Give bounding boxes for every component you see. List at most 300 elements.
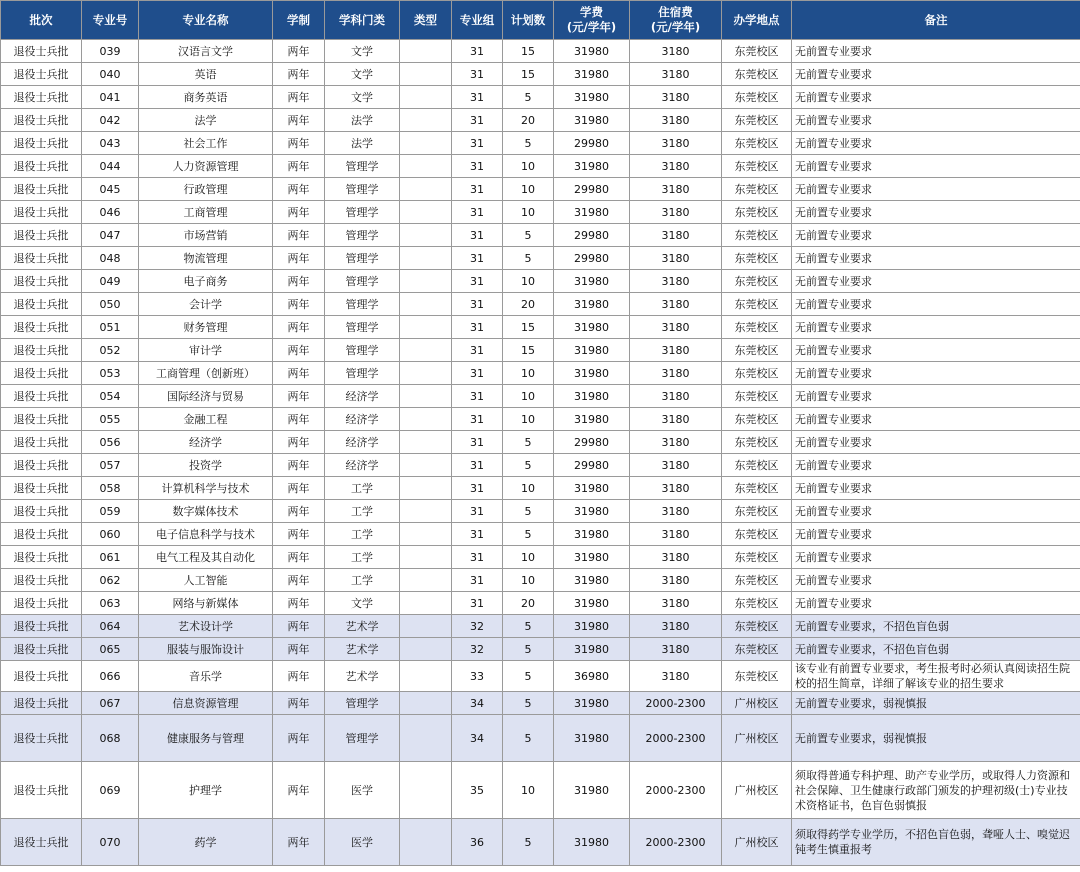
- cell-discipline: 管理学: [325, 270, 400, 293]
- cell-tuition: 31980: [554, 362, 630, 385]
- cell-campus: 东莞校区: [722, 132, 792, 155]
- table-header-row: [1, 1, 1080, 40]
- cell-batch: 退役士兵批: [1, 132, 82, 155]
- cell-major-name: 投资学: [139, 454, 273, 477]
- cell-plan-count: 15: [503, 63, 554, 86]
- cell-accommodation: 2000-2300: [630, 715, 722, 762]
- cell-accommodation: 3180: [630, 362, 722, 385]
- cell-major-name: 金融工程: [139, 408, 273, 431]
- cell-discipline: 医学: [325, 819, 400, 866]
- cell-duration: 两年: [273, 247, 325, 270]
- cell-accommodation: 3180: [630, 431, 722, 454]
- cell-type: [400, 316, 452, 339]
- cell-major-name: 服装与服饰设计: [139, 638, 273, 661]
- cell-notes: 无前置专业要求: [792, 201, 1080, 224]
- cell-major-name: 国际经济与贸易: [139, 385, 273, 408]
- cell-campus: 东莞校区: [722, 592, 792, 615]
- cell-campus: 东莞校区: [722, 224, 792, 247]
- cell-duration: 两年: [273, 638, 325, 661]
- table-row: [1, 63, 1080, 86]
- cell-type: [400, 546, 452, 569]
- cell-type: [400, 155, 452, 178]
- cell-batch: 退役士兵批: [1, 523, 82, 546]
- cell-major-group: 31: [452, 201, 503, 224]
- cell-tuition: 31980: [554, 592, 630, 615]
- cell-plan-count: 20: [503, 293, 554, 316]
- cell-major-name: 药学: [139, 819, 273, 866]
- cell-type: [400, 40, 452, 63]
- cell-discipline: 管理学: [325, 178, 400, 201]
- cell-major-name: 工商管理: [139, 201, 273, 224]
- cell-duration: 两年: [273, 316, 325, 339]
- cell-major-code: 043: [82, 132, 139, 155]
- cell-notes: 无前置专业要求: [792, 477, 1080, 500]
- cell-tuition: 31980: [554, 408, 630, 431]
- cell-type: [400, 270, 452, 293]
- cell-accommodation: 3180: [630, 40, 722, 63]
- cell-batch: 退役士兵批: [1, 63, 82, 86]
- table-row: [1, 431, 1080, 454]
- cell-campus: 广州校区: [722, 715, 792, 762]
- cell-campus: 东莞校区: [722, 63, 792, 86]
- cell-major-group: 31: [452, 385, 503, 408]
- cell-type: [400, 339, 452, 362]
- cell-type: [400, 224, 452, 247]
- cell-type: [400, 293, 452, 316]
- cell-tuition: 31980: [554, 316, 630, 339]
- cell-plan-count: 15: [503, 316, 554, 339]
- cell-type: [400, 615, 452, 638]
- cell-notes: 无前置专业要求: [792, 454, 1080, 477]
- cell-tuition: 31980: [554, 762, 630, 819]
- table-row: [1, 201, 1080, 224]
- cell-major-code: 065: [82, 638, 139, 661]
- cell-discipline: 管理学: [325, 293, 400, 316]
- cell-tuition: 31980: [554, 523, 630, 546]
- cell-major-name: 商务英语: [139, 86, 273, 109]
- table-row: [1, 592, 1080, 615]
- cell-notes: 须取得药学专业学历，不招色盲色弱，聋哑人士、嗅觉迟钝考生慎重报考: [792, 819, 1080, 866]
- cell-type: [400, 109, 452, 132]
- cell-accommodation: 3180: [630, 615, 722, 638]
- cell-discipline: 工学: [325, 477, 400, 500]
- cell-major-name: 艺术设计学: [139, 615, 273, 638]
- cell-duration: 两年: [273, 293, 325, 316]
- cell-batch: 退役士兵批: [1, 431, 82, 454]
- cell-batch: 退役士兵批: [1, 86, 82, 109]
- cell-major-name: 英语: [139, 63, 273, 86]
- cell-plan-count: 15: [503, 40, 554, 63]
- cell-batch: 退役士兵批: [1, 339, 82, 362]
- cell-duration: 两年: [273, 546, 325, 569]
- cell-batch: 退役士兵批: [1, 715, 82, 762]
- cell-campus: 东莞校区: [722, 109, 792, 132]
- cell-plan-count: 10: [503, 546, 554, 569]
- cell-major-code: 044: [82, 155, 139, 178]
- cell-accommodation: 3180: [630, 638, 722, 661]
- cell-accommodation: 3180: [630, 477, 722, 500]
- cell-campus: 东莞校区: [722, 40, 792, 63]
- table-row: [1, 293, 1080, 316]
- cell-major-group: 34: [452, 692, 503, 715]
- cell-notes: 无前置专业要求: [792, 431, 1080, 454]
- header-duration: 学制: [273, 1, 325, 40]
- cell-accommodation: 3180: [630, 270, 722, 293]
- cell-notes: 无前置专业要求: [792, 132, 1080, 155]
- cell-major-code: 048: [82, 247, 139, 270]
- cell-plan-count: 5: [503, 661, 554, 692]
- cell-plan-count: 20: [503, 592, 554, 615]
- cell-duration: 两年: [273, 661, 325, 692]
- cell-major-group: 31: [452, 178, 503, 201]
- table-row: [1, 132, 1080, 155]
- table-row: [1, 569, 1080, 592]
- cell-type: [400, 201, 452, 224]
- cell-type: [400, 178, 452, 201]
- header-major-code: 专业号: [82, 1, 139, 40]
- header-discipline: 学科门类: [325, 1, 400, 40]
- cell-campus: 东莞校区: [722, 362, 792, 385]
- cell-batch: 退役士兵批: [1, 762, 82, 819]
- cell-type: [400, 477, 452, 500]
- cell-notes: 无前置专业要求: [792, 316, 1080, 339]
- cell-batch: 退役士兵批: [1, 692, 82, 715]
- cell-batch: 退役士兵批: [1, 819, 82, 866]
- cell-duration: 两年: [273, 178, 325, 201]
- cell-major-group: 31: [452, 454, 503, 477]
- cell-major-code: 054: [82, 385, 139, 408]
- cell-major-group: 31: [452, 40, 503, 63]
- cell-campus: 东莞校区: [722, 339, 792, 362]
- cell-tuition: 31980: [554, 569, 630, 592]
- table-row: [1, 523, 1080, 546]
- cell-notes: 无前置专业要求: [792, 86, 1080, 109]
- header-major-name: 专业名称: [139, 1, 273, 40]
- cell-accommodation: 3180: [630, 408, 722, 431]
- cell-tuition: 31980: [554, 63, 630, 86]
- cell-accommodation: 3180: [630, 155, 722, 178]
- cell-major-code: 056: [82, 431, 139, 454]
- cell-accommodation: 3180: [630, 224, 722, 247]
- cell-type: [400, 454, 452, 477]
- cell-major-name: 物流管理: [139, 247, 273, 270]
- table-row: [1, 316, 1080, 339]
- cell-campus: 东莞校区: [722, 569, 792, 592]
- cell-discipline: 工学: [325, 523, 400, 546]
- cell-major-code: 059: [82, 500, 139, 523]
- table-row: [1, 40, 1080, 63]
- cell-duration: 两年: [273, 339, 325, 362]
- cell-campus: 东莞校区: [722, 661, 792, 692]
- cell-major-group: 31: [452, 224, 503, 247]
- cell-plan-count: 15: [503, 339, 554, 362]
- cell-batch: 退役士兵批: [1, 178, 82, 201]
- cell-major-group: 31: [452, 155, 503, 178]
- cell-major-code: 058: [82, 477, 139, 500]
- cell-notes: 无前置专业要求: [792, 155, 1080, 178]
- cell-notes: 无前置专业要求: [792, 362, 1080, 385]
- cell-major-group: 31: [452, 316, 503, 339]
- cell-major-group: 31: [452, 132, 503, 155]
- cell-notes: 无前置专业要求: [792, 385, 1080, 408]
- cell-tuition: 31980: [554, 201, 630, 224]
- table-row: [1, 477, 1080, 500]
- cell-type: [400, 247, 452, 270]
- cell-major-name: 市场营销: [139, 224, 273, 247]
- cell-major-code: 051: [82, 316, 139, 339]
- cell-major-name: 经济学: [139, 431, 273, 454]
- cell-major-code: 067: [82, 692, 139, 715]
- cell-plan-count: 5: [503, 523, 554, 546]
- cell-major-code: 039: [82, 40, 139, 63]
- cell-plan-count: 5: [503, 638, 554, 661]
- cell-accommodation: 3180: [630, 523, 722, 546]
- cell-major-code: 047: [82, 224, 139, 247]
- cell-major-name: 音乐学: [139, 661, 273, 692]
- cell-notes: 无前置专业要求: [792, 408, 1080, 431]
- cell-duration: 两年: [273, 86, 325, 109]
- cell-accommodation: 3180: [630, 132, 722, 155]
- cell-major-name: 行政管理: [139, 178, 273, 201]
- cell-duration: 两年: [273, 569, 325, 592]
- cell-major-group: 31: [452, 500, 503, 523]
- cell-campus: 东莞校区: [722, 431, 792, 454]
- cell-tuition: 29980: [554, 247, 630, 270]
- cell-batch: 退役士兵批: [1, 109, 82, 132]
- cell-campus: 东莞校区: [722, 270, 792, 293]
- cell-duration: 两年: [273, 109, 325, 132]
- cell-campus: 东莞校区: [722, 293, 792, 316]
- cell-major-group: 31: [452, 546, 503, 569]
- cell-type: [400, 715, 452, 762]
- table-body: [1, 40, 1080, 866]
- cell-batch: 退役士兵批: [1, 247, 82, 270]
- cell-accommodation: 3180: [630, 500, 722, 523]
- cell-discipline: 管理学: [325, 339, 400, 362]
- cell-accommodation: 3180: [630, 661, 722, 692]
- cell-notes: 无前置专业要求，不招色盲色弱: [792, 615, 1080, 638]
- cell-batch: 退役士兵批: [1, 270, 82, 293]
- cell-plan-count: 20: [503, 109, 554, 132]
- cell-major-name: 信息资源管理: [139, 692, 273, 715]
- cell-notes: 无前置专业要求: [792, 500, 1080, 523]
- table-row: [1, 86, 1080, 109]
- cell-campus: 广州校区: [722, 762, 792, 819]
- cell-plan-count: 5: [503, 615, 554, 638]
- cell-major-name: 审计学: [139, 339, 273, 362]
- cell-notes: 无前置专业要求: [792, 592, 1080, 615]
- cell-accommodation: 3180: [630, 63, 722, 86]
- cell-major-group: 36: [452, 819, 503, 866]
- table-row: [1, 715, 1080, 762]
- table-row: [1, 454, 1080, 477]
- cell-major-group: 31: [452, 63, 503, 86]
- cell-campus: 东莞校区: [722, 408, 792, 431]
- cell-batch: 退役士兵批: [1, 592, 82, 615]
- cell-duration: 两年: [273, 63, 325, 86]
- cell-type: [400, 132, 452, 155]
- cell-tuition: 31980: [554, 819, 630, 866]
- cell-plan-count: 5: [503, 132, 554, 155]
- cell-duration: 两年: [273, 692, 325, 715]
- table-row: [1, 362, 1080, 385]
- cell-discipline: 医学: [325, 762, 400, 819]
- cell-accommodation: 3180: [630, 247, 722, 270]
- cell-duration: 两年: [273, 819, 325, 866]
- cell-duration: 两年: [273, 523, 325, 546]
- cell-plan-count: 5: [503, 715, 554, 762]
- cell-tuition: 31980: [554, 339, 630, 362]
- table-row: [1, 270, 1080, 293]
- cell-plan-count: 10: [503, 201, 554, 224]
- cell-campus: 东莞校区: [722, 500, 792, 523]
- cell-campus: 东莞校区: [722, 385, 792, 408]
- cell-batch: 退役士兵批: [1, 408, 82, 431]
- cell-accommodation: 3180: [630, 339, 722, 362]
- cell-accommodation: 2000-2300: [630, 819, 722, 866]
- cell-major-code: 040: [82, 63, 139, 86]
- cell-duration: 两年: [273, 224, 325, 247]
- header-tuition: 学费 (元/学年): [554, 1, 630, 40]
- cell-batch: 退役士兵批: [1, 454, 82, 477]
- cell-discipline: 管理学: [325, 247, 400, 270]
- cell-plan-count: 10: [503, 270, 554, 293]
- cell-tuition: 31980: [554, 155, 630, 178]
- cell-notes: 无前置专业要求: [792, 546, 1080, 569]
- header-accommodation: 住宿费 (元/学年): [630, 1, 722, 40]
- cell-type: [400, 638, 452, 661]
- cell-batch: 退役士兵批: [1, 201, 82, 224]
- cell-major-code: 046: [82, 201, 139, 224]
- cell-discipline: 管理学: [325, 155, 400, 178]
- cell-duration: 两年: [273, 454, 325, 477]
- cell-major-code: 041: [82, 86, 139, 109]
- cell-notes: 无前置专业要求: [792, 40, 1080, 63]
- cell-campus: 东莞校区: [722, 638, 792, 661]
- cell-major-name: 工商管理（创新班）: [139, 362, 273, 385]
- cell-major-code: 042: [82, 109, 139, 132]
- cell-major-name: 电子商务: [139, 270, 273, 293]
- cell-plan-count: 10: [503, 178, 554, 201]
- cell-campus: 广州校区: [722, 692, 792, 715]
- cell-batch: 退役士兵批: [1, 362, 82, 385]
- cell-discipline: 管理学: [325, 362, 400, 385]
- cell-notes: 无前置专业要求: [792, 109, 1080, 132]
- cell-major-code: 050: [82, 293, 139, 316]
- cell-batch: 退役士兵批: [1, 316, 82, 339]
- header-major-group: 专业组: [452, 1, 503, 40]
- cell-plan-count: 5: [503, 454, 554, 477]
- cell-tuition: 31980: [554, 546, 630, 569]
- cell-type: [400, 385, 452, 408]
- cell-major-group: 32: [452, 615, 503, 638]
- cell-tuition: 31980: [554, 477, 630, 500]
- table-row: [1, 247, 1080, 270]
- cell-accommodation: 3180: [630, 569, 722, 592]
- cell-major-code: 060: [82, 523, 139, 546]
- cell-major-name: 网络与新媒体: [139, 592, 273, 615]
- table-row: [1, 408, 1080, 431]
- cell-major-code: 068: [82, 715, 139, 762]
- cell-plan-count: 10: [503, 569, 554, 592]
- cell-campus: 东莞校区: [722, 477, 792, 500]
- header-plan-count: 计划数: [503, 1, 554, 40]
- cell-duration: 两年: [273, 477, 325, 500]
- cell-major-group: 31: [452, 408, 503, 431]
- cell-accommodation: 3180: [630, 546, 722, 569]
- cell-type: [400, 569, 452, 592]
- cell-discipline: 管理学: [325, 316, 400, 339]
- cell-accommodation: 3180: [630, 178, 722, 201]
- table-row: [1, 109, 1080, 132]
- cell-major-name: 法学: [139, 109, 273, 132]
- cell-major-group: 31: [452, 431, 503, 454]
- cell-batch: 退役士兵批: [1, 477, 82, 500]
- cell-plan-count: 5: [503, 224, 554, 247]
- cell-accommodation: 3180: [630, 316, 722, 339]
- table-row: [1, 819, 1080, 866]
- cell-type: [400, 63, 452, 86]
- cell-major-group: 31: [452, 86, 503, 109]
- cell-tuition: 36980: [554, 661, 630, 692]
- cell-duration: 两年: [273, 592, 325, 615]
- cell-batch: 退役士兵批: [1, 569, 82, 592]
- cell-campus: 东莞校区: [722, 454, 792, 477]
- cell-accommodation: 3180: [630, 385, 722, 408]
- table-row: [1, 339, 1080, 362]
- cell-major-group: 33: [452, 661, 503, 692]
- cell-major-group: 31: [452, 270, 503, 293]
- cell-discipline: 经济学: [325, 408, 400, 431]
- cell-tuition: 31980: [554, 385, 630, 408]
- cell-discipline: 管理学: [325, 224, 400, 247]
- cell-campus: 广州校区: [722, 819, 792, 866]
- cell-duration: 两年: [273, 270, 325, 293]
- cell-accommodation: 3180: [630, 293, 722, 316]
- cell-major-name: 电子信息科学与技术: [139, 523, 273, 546]
- cell-major-name: 财务管理: [139, 316, 273, 339]
- cell-major-code: 045: [82, 178, 139, 201]
- cell-campus: 东莞校区: [722, 615, 792, 638]
- cell-major-group: 31: [452, 569, 503, 592]
- cell-notes: 无前置专业要求: [792, 224, 1080, 247]
- cell-type: [400, 523, 452, 546]
- cell-batch: 退役士兵批: [1, 293, 82, 316]
- cell-discipline: 工学: [325, 569, 400, 592]
- cell-major-group: 31: [452, 247, 503, 270]
- table-row: [1, 385, 1080, 408]
- cell-accommodation: 3180: [630, 86, 722, 109]
- cell-major-group: 34: [452, 715, 503, 762]
- cell-discipline: 经济学: [325, 454, 400, 477]
- cell-tuition: 29980: [554, 132, 630, 155]
- cell-type: [400, 762, 452, 819]
- cell-duration: 两年: [273, 132, 325, 155]
- cell-discipline: 艺术学: [325, 638, 400, 661]
- cell-batch: 退役士兵批: [1, 500, 82, 523]
- table-row: [1, 661, 1080, 692]
- cell-tuition: 31980: [554, 40, 630, 63]
- cell-duration: 两年: [273, 762, 325, 819]
- cell-tuition: 31980: [554, 615, 630, 638]
- cell-duration: 两年: [273, 715, 325, 762]
- table-row: [1, 692, 1080, 715]
- table-row: [1, 615, 1080, 638]
- cell-accommodation: 3180: [630, 454, 722, 477]
- cell-discipline: 管理学: [325, 201, 400, 224]
- cell-campus: 东莞校区: [722, 178, 792, 201]
- cell-plan-count: 10: [503, 362, 554, 385]
